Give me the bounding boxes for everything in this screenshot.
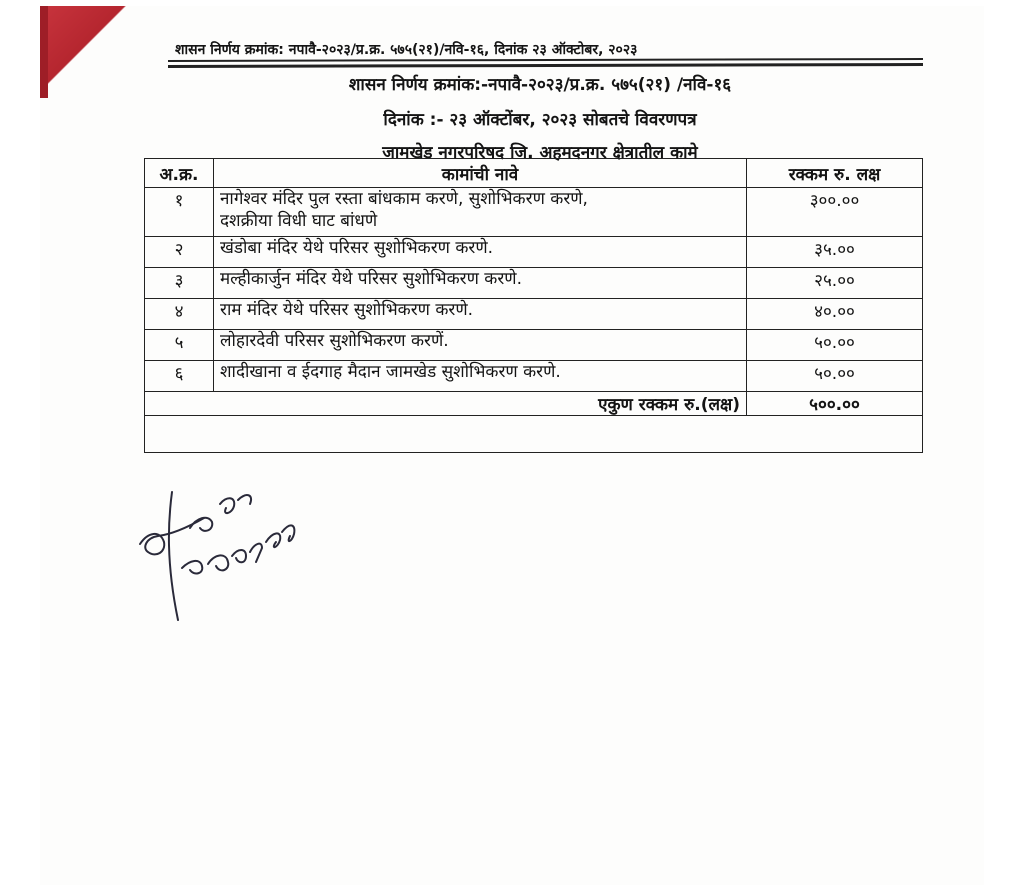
row-work-name: मल्हीकार्जुन मंदिर येथे परिसर सुशोभिकरण करणे. — [214, 268, 747, 299]
row-work-name: शादीखाना व ईदगाह मैदान जामखेड सुशोभिकरण करणे. — [214, 361, 747, 392]
red-corner-mark — [40, 6, 136, 98]
total-label: एकुण रक्कम रु.(लक्ष) — [145, 392, 747, 416]
red-corner-edge — [40, 6, 48, 98]
table-row — [145, 268, 923, 299]
table-row — [145, 299, 923, 330]
row-serial: ६ — [145, 361, 214, 392]
table-blank-row — [145, 416, 923, 453]
row-amount: ५०.०० — [747, 330, 923, 361]
table-row — [145, 361, 923, 392]
title-works-location: जामखेड नगरपरिषद जि. अहमदनगर क्षेत्रातील कामे — [382, 143, 698, 163]
table-row — [145, 330, 923, 361]
row-serial: ४ — [145, 299, 214, 330]
header-work-names: कामांची नावे — [214, 159, 747, 188]
table-row — [145, 188, 923, 237]
table-row — [145, 237, 923, 268]
row-serial: ३ — [145, 268, 214, 299]
row-work-name-line2: दशक्रीया विधी घाट बांधणे — [220, 211, 378, 231]
total-amount: ५००.०० — [747, 392, 923, 416]
row-work-name: लोहारदेवी परिसर सुशोभिकरण करणें. — [214, 330, 747, 361]
row-amount: ३००.०० — [747, 188, 923, 237]
title-order-number: शासन निर्णय क्रमांक:-नपावै-२०२३/प्र.क्र. ५७५(२१) /नवि-१६ — [348, 75, 732, 95]
handwritten-signature — [130, 482, 300, 622]
row-amount: २५.०० — [747, 268, 923, 299]
row-work-name-line1: नागेश्वर मंदिर पुल रस्ता बांधकाम करणे, सुशोभिकरण करणे, — [220, 189, 588, 209]
row-serial: ५ — [145, 330, 214, 361]
row-amount: ५०.०० — [747, 361, 923, 392]
works-table — [144, 158, 923, 453]
table-total-row — [145, 392, 923, 416]
running-header: शासन निर्णय क्रमांक: नपावै-२०२३/प्र.क्र. ५७५(२१)/नवि-१६, दिनांक २३ ऑक्टोबर, २०२३ — [175, 42, 638, 58]
row-work-name: राम मंदिर येथे परिसर सुशोभिकरण करणे. — [214, 299, 747, 330]
table-header-row — [145, 159, 923, 188]
row-serial: २ — [145, 237, 214, 268]
row-work-name — [214, 188, 747, 237]
row-amount: ४०.०० — [747, 299, 923, 330]
header-amount: रक्कम रु. लक्ष — [747, 159, 923, 188]
blank-cell — [145, 416, 923, 453]
row-serial: १ — [145, 188, 214, 237]
title-date: दिनांक :- २३ ऑक्टोंबर, २०२३ सोबतचे विवरणपत्र — [383, 110, 697, 130]
row-work-name: खंडोबा मंदिर येथे परिसर सुशोभिकरण करणे. — [214, 237, 747, 268]
row-amount: ३५.०० — [747, 237, 923, 268]
header-serial: अ.क्र. — [145, 159, 214, 188]
